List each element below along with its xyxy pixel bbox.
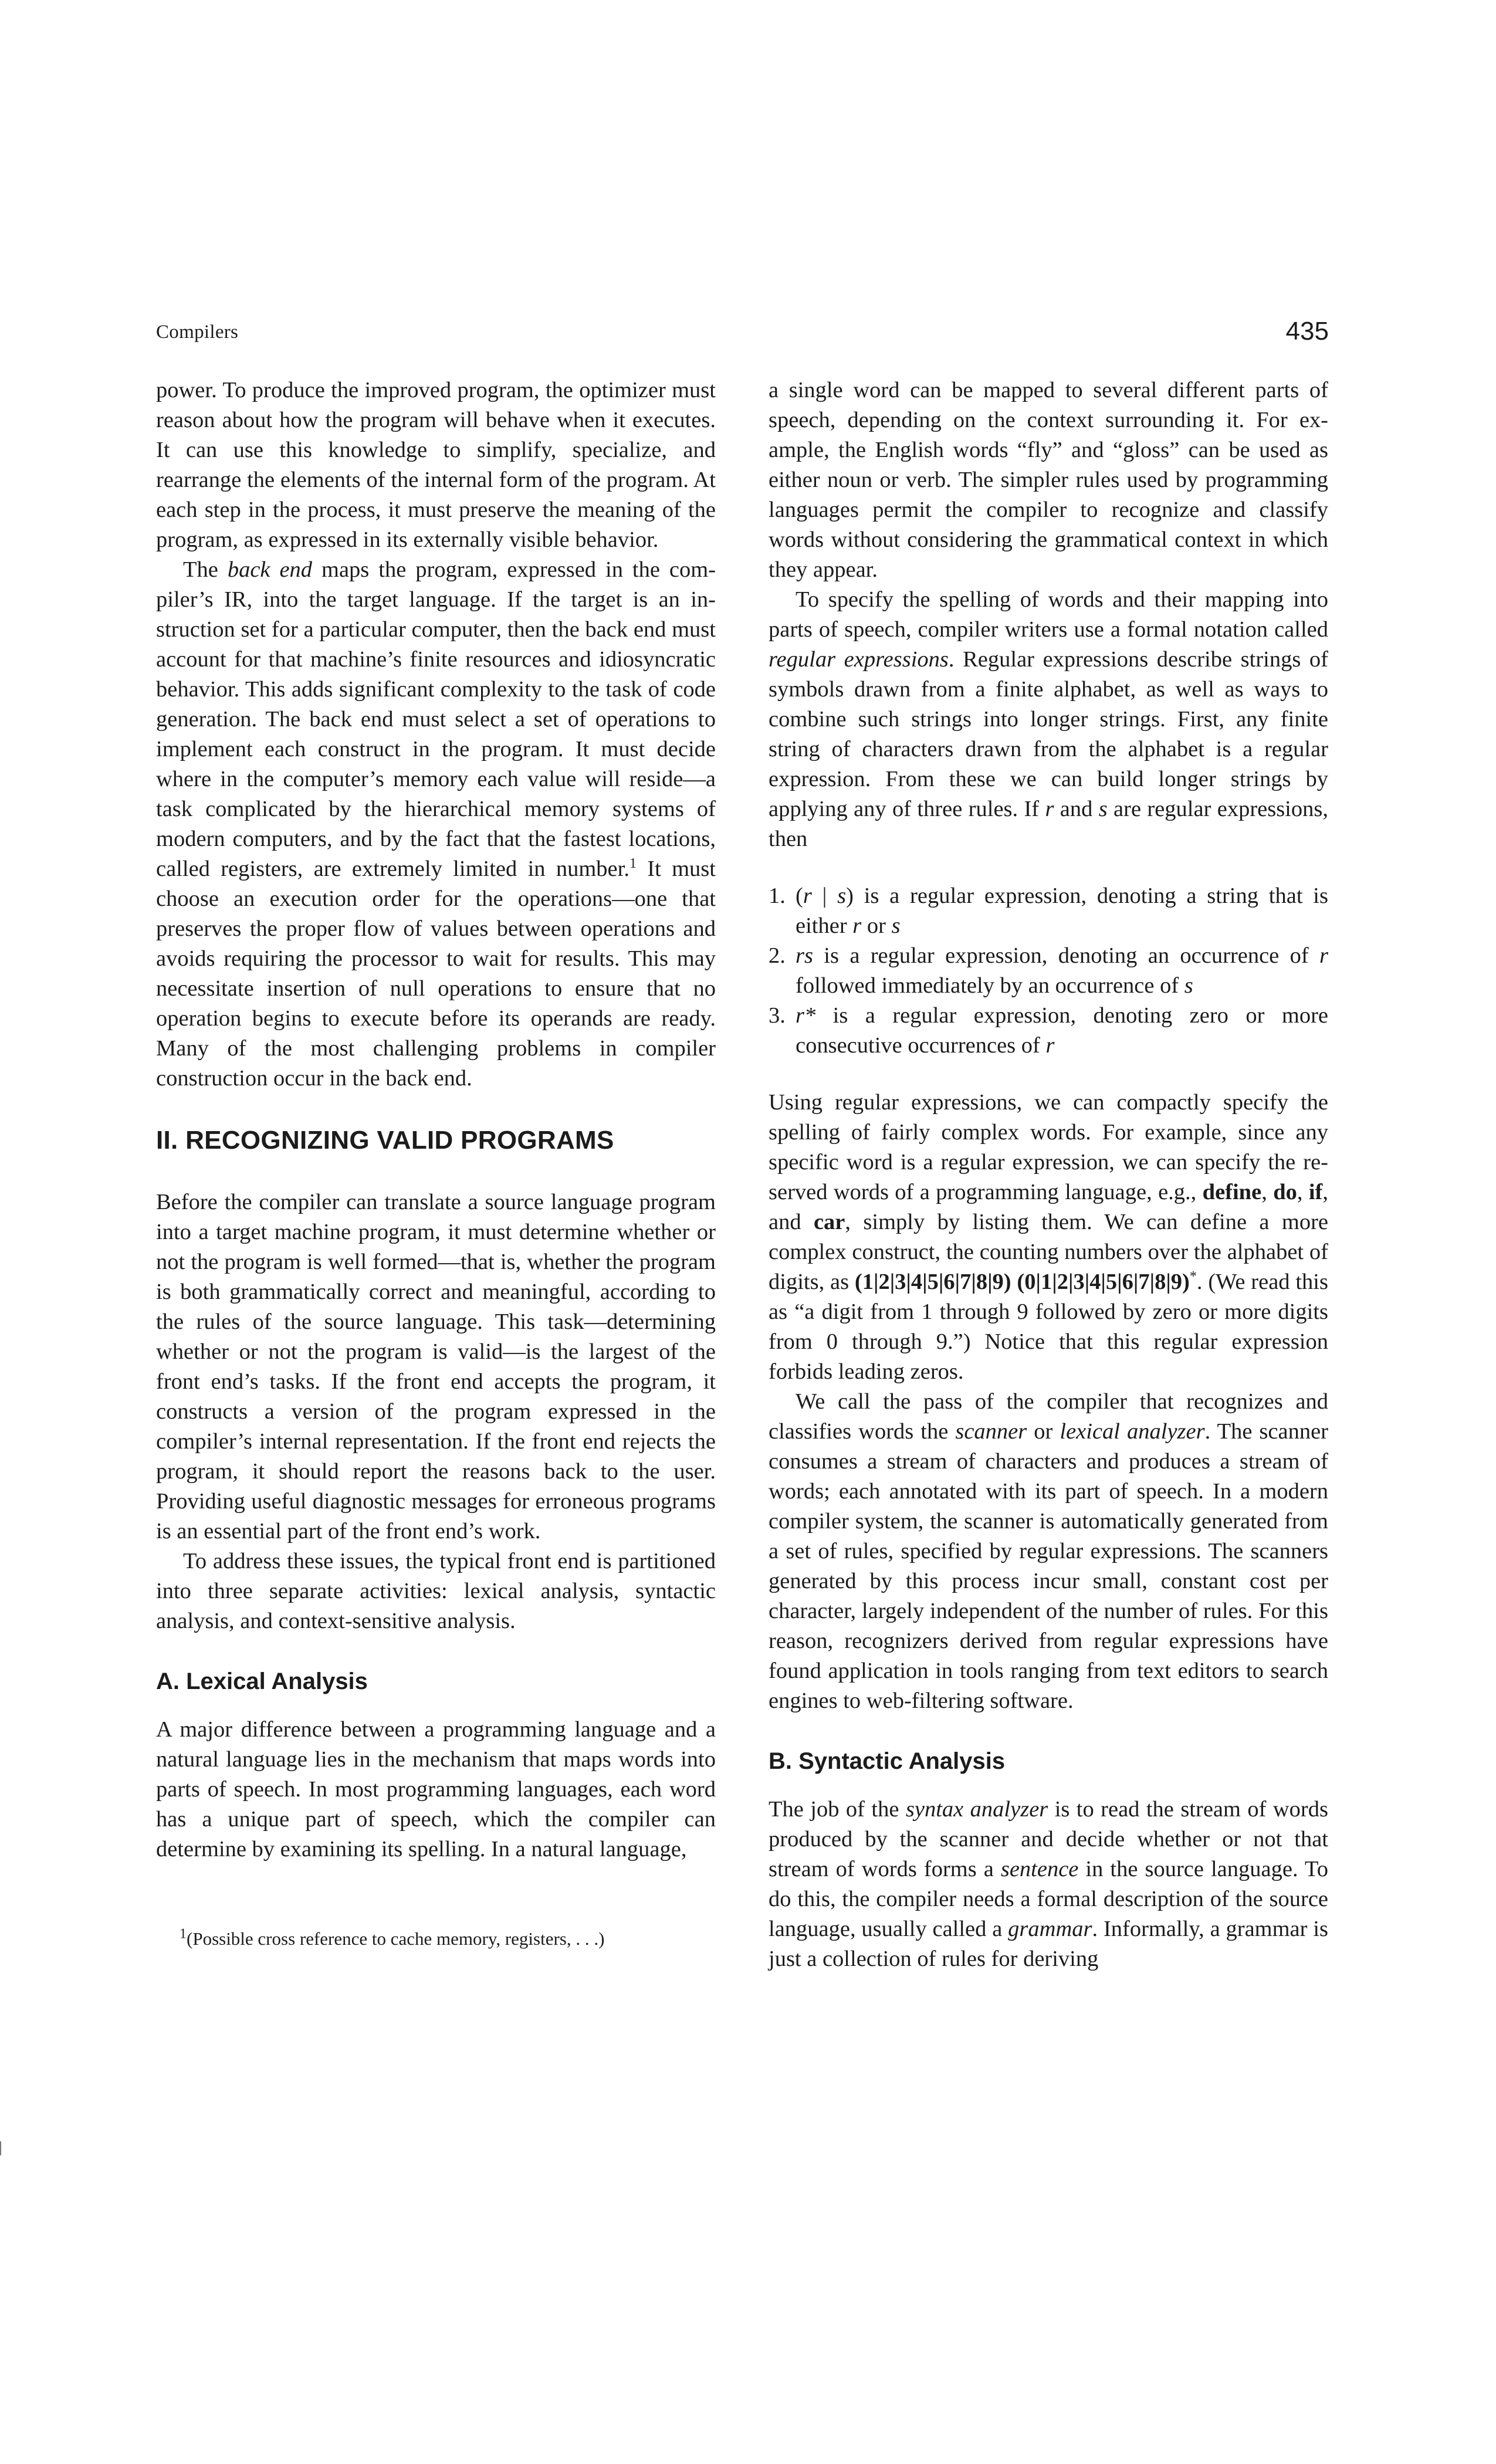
- footnote: [156, 1927, 716, 1951]
- term-back-end: back end: [227, 557, 313, 582]
- term-syntax-analyzer: syntax analyzer: [905, 1797, 1048, 1822]
- keyword-if: if: [1308, 1180, 1323, 1204]
- subsection-heading-syntactic: B. Syntactic Analysis: [769, 1748, 1006, 1774]
- keyword-do: do: [1273, 1180, 1297, 1204]
- scan-edge-mark: [0, 2141, 1, 2155]
- paragraph: power. To produce the improved program, the optimizer must reason about how the program will behave when it executes. It can use this knowledge to simplify, specialize, and rearrange the elements of the internal form of the program. At each step in the process, it must preserve the meaning of the program, as expressed in its externally visible behavior.: [156, 378, 716, 552]
- term-sentence: sentence: [1000, 1857, 1079, 1881]
- list-item: 3. r* is a regular expression, denoting zero or more consecutive occurrences of r: [769, 1003, 1328, 1058]
- paragraph: Before the compiler can translate a source language program into a target machine program, it must determine whether or not the program is well formed—that is, whether the program is both grammatically correct and meaningful, according to the rules of the source language. This task—determining whether or not the program is valid—is the largest of the front end’s tasks. If the front end accepts the program, it constructs a version of the program expressed in the compiler’s internal representation. If the front end rejects the program, it should report the reasons back to the user. Providing useful diagnostic messages for erroneous programs is an essential part of the front end’s work.: [156, 1190, 716, 1544]
- footnote-ref: 1: [629, 856, 637, 872]
- regex-digits: (1|2|3|4|5|6|7|8|9) (0|1|2|3|4|5|6|7|8|9): [854, 1270, 1190, 1294]
- subsection-heading-lexical: A. Lexical Analysis: [156, 1668, 368, 1694]
- paragraph-scanner: We call the pass of the compiler that recognizes and classifies words the scanner or lexical analyzer. The scanner consumes a stream of characters and produces a stream of words; each annotated with its part of speech. In a modern compiler system, the scanner is automatically generated from a set of rules, specified by regular expressions. The scanners generated by this process incur small, constant cost per character, largely independent of the number of rules. For this reason, recognizers derived from regular expressions have found application in tools ranging from text editors to search engines to web-filtering software.: [769, 1389, 1328, 1713]
- term-regular-expressions: regular expressions: [769, 647, 949, 672]
- keyword-define: define: [1202, 1180, 1262, 1204]
- running-head: Compilers: [156, 321, 239, 343]
- footnote-text: (Possible cross reference to cache memory, registers, . . .): [187, 1928, 605, 1949]
- term-grammar: grammar: [1008, 1917, 1092, 1941]
- list-item: 2. rs is a regular expression, denoting an occurrence of r followed immediately by an occurrence of s: [769, 943, 1328, 998]
- list-item: 1. (r | s) is a regular expression, denoting a string that is either r or s: [769, 884, 1328, 938]
- page-number: 435: [1285, 317, 1329, 346]
- term-scanner: scanner: [955, 1419, 1027, 1444]
- paragraph-reserved-words: Using regular expressions, we can compactly specify the spelling of fairly complex words. For example, since any specific word is a regular expression, we can specify the reserved words of a programming language, e.g., define, do, if, and car, simply by listing them. We can define a more complex construct, the counting numbers over the alphabet of digits, as (1|2|3|4|5|6|7|8|9) (0|1|2|3|4|5|6|7|8|9)*. (We read this as “a digit from 1 through 9 followed by zero or more digits from 0 through 9.”) Notice that this regular expression forbids leading zeros.: [769, 1090, 1329, 1384]
- right-column: [769, 375, 1328, 1974]
- left-column: [156, 375, 716, 1864]
- paragraph: a single word can be mapped to several different parts of speech, depending on the context surrounding it. For example, the English words “fly” and “gloss” can be used as either noun or verb. The simpler rules used by programming languages permit the compiler to recognize and classify words without considering the grammatical context in which they appear.: [769, 378, 1328, 582]
- keyword-car: car: [813, 1210, 845, 1234]
- paragraph: A major difference between a programming language and a natural language lies in the mechanism that maps words into parts of speech. In most programming languages, each word has a unique part of speech, which the compiler can determine by examining its spelling. In a natural language,: [156, 1717, 716, 1861]
- term-lexical-analyzer: lexical analyzer: [1060, 1419, 1205, 1444]
- paragraph-regular-expressions: To specify the spelling of words and their mapping into parts of speech, compiler writers use a formal notation called regular expressions. Regular expressions describe strings of symbols drawn from a finite alphabet, as well as ways to combine such strings into longer strings. First, any finite string of characters drawn from the alphabet is a regular expression. From these we can build longer strings by applying any of three rules. If r and s are regular expressions, then: [769, 587, 1329, 851]
- paragraph: To address these issues, the typical front end is partitioned into three separate activities: lexical analysis, syntactic analysis, and context-sensitive analysis.: [156, 1549, 716, 1633]
- paragraph-syntax-analyzer: The job of the syntax analyzer is to read the stream of words produced by the scanner and decide whether or not that stream of words forms a sentence in the source language. To do this, the compiler needs a formal description of the source language, usually called a grammar. Informally, a grammar is just a collection of rules for deriving: [769, 1797, 1328, 1971]
- regex-rules-list: [769, 881, 1328, 1061]
- footnote-mark: 1: [180, 1926, 187, 1942]
- paragraph-back-end: The back end maps the program, expressed in the compiler’s IR, into the target language. If the target is an instruction set for a particular computer, then the back end must account for that machine’s finite resources and idiosyncratic behavior. This adds significant complexity to the task of code generation. The back end must select a set of operations to implement each construct in the program. It must decide where in the computer’s memory each value will reside—a task complicated by the hierarchical memory systems of modern computers, and by the fact that the fastest locations, called registers, are extremely limited in number.$^1$ It must choose an execution order for the operations—one that preserves the proper flow of values between operations and avoids requiring the processor to wait for results. This may necessitate insertion of null operations to ensure that no operation begins to execute before its operands are ready. Many of the most challenging problems in compiler construction occur in the back end.: [156, 557, 716, 1091]
- section-heading: II. RECOGNIZING VALID PROGRAMS: [156, 1126, 614, 1155]
